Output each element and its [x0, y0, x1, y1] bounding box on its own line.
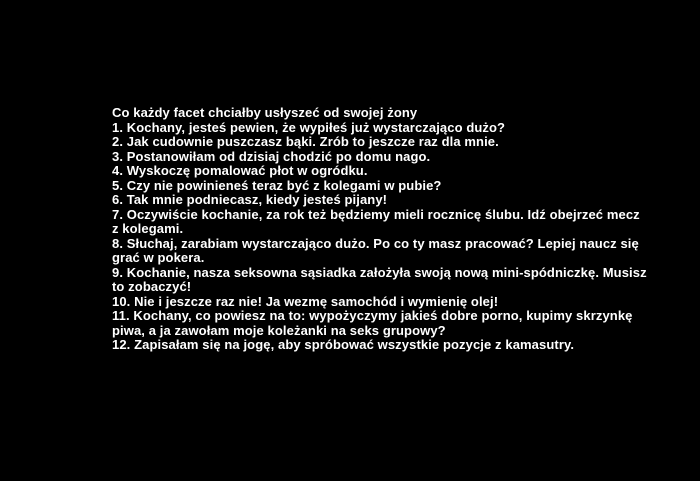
joke-title-line: Co każdy facet chciałby usłyszeć od swojej żony [112, 105, 418, 120]
joke-line: 7. Oczywiście kochanie, za rok też będziemy mieli rocznicę ślubu. Idź obejrzeć mecz [112, 206, 640, 222]
joke-line: 6. Tak mnie podniecasz, kiedy jesteś pijany! [112, 192, 388, 207]
joke-line: 12. Zapisałam się na jogę, aby spróbować wszystkie pozycje z kamasutry. [112, 337, 575, 352]
joke-line: 9. Kochanie, nasza seksowna sąsiadka założyła swoją nową mini-spódniczkę. Musisz [112, 264, 647, 280]
joke-line-wrap: z kolegami. [112, 221, 184, 236]
joke-line: 8. Słuchaj, zarabiam wystarczająco dużo. Po co ty masz pracować? Lepiej naucz się [112, 235, 639, 251]
joke-line: 1. Kochany, jesteś pewien, że wypiłeś już wystarczająco dużo? [112, 119, 506, 135]
joke-line: 4. Wyskoczę pomalować płot w ogródku. [112, 163, 368, 178]
joke-line: 3. Postanowiłam od dzisiaj chodzić po domu nago. [112, 148, 431, 164]
joke-line: 11. Kochany, co powiesz na to: wypożyczymy jakieś dobre porno, kupimy skrzynkę [112, 308, 633, 323]
joke-line-wrap: to zobaczyć! [112, 279, 192, 294]
joke-line: 10. Nie i jeszcze raz nie! Ja wezmę samochód i wymienię olej! [112, 293, 499, 309]
joke-line: 2. Jak cudownie puszczasz bąki. Zrób to jeszcze raz dla mnie. [112, 134, 499, 149]
joke-line-wrap: piwa, a ja zawołam moje koleżanki na seks grupowy? [112, 322, 446, 338]
joke-line-wrap: grać w pokera. [112, 250, 205, 265]
joke-line: 5. Czy nie powinieneś teraz być z kolegami w pubie? [112, 177, 442, 193]
joke-text-block [112, 105, 647, 353]
